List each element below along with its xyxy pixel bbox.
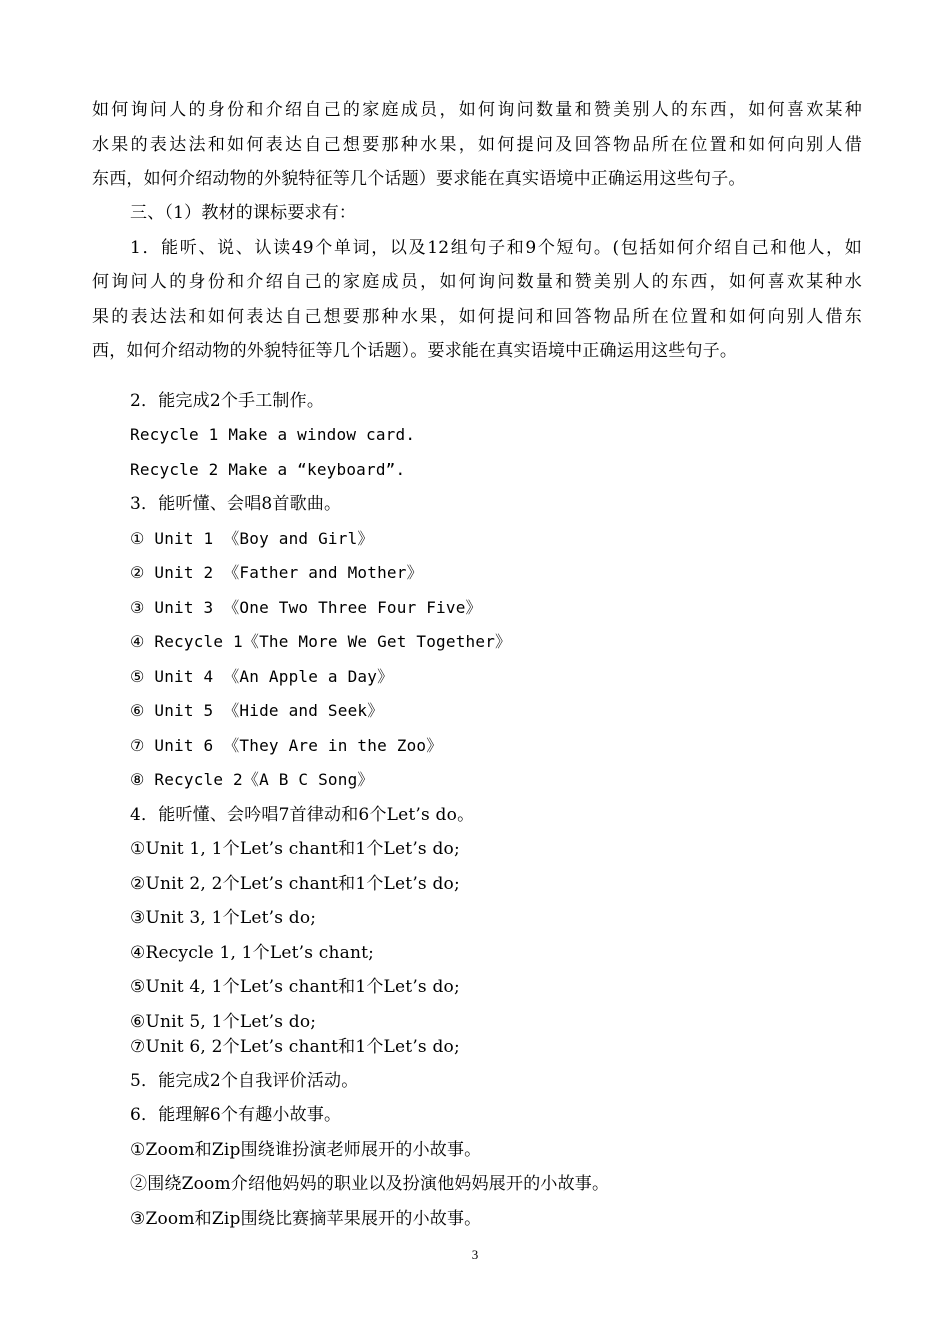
list-item: ⑤Unit 4, 1个Let’s chant和1个Let’s do; (130, 977, 460, 997)
list-item: ⑦ Unit 6 《They Are in the Zoo》 (130, 736, 443, 755)
paragraph-line: 东西，如何介绍动物的外貌特征等几个话题）要求能在真实语境中正确运用这些句子。 (92, 169, 746, 189)
list-item: ④Recycle 1, 1个Let’s chant; (130, 943, 375, 963)
list-item: ⑧ Recycle 2《A B C Song》 (130, 770, 374, 789)
list-item: ③ Unit 3 《One Two Three Four Five》 (130, 598, 482, 617)
list-item: ⑥Unit 5, 1个Let’s do; (130, 1012, 317, 1032)
list-item: ② Unit 2 《Father and Mother》 (130, 563, 423, 582)
list-heading: 2．能完成2个手工制作。 (130, 391, 325, 411)
paragraph-line: 水果的表达法和如何表达自己想要那种水果，如何提问及回答物品所在位置和如何向别人借 (92, 135, 862, 155)
list-item: ②Unit 2, 2个Let’s chant和1个Let’s do; (130, 874, 460, 894)
paragraph-line: 果的表达法和如何表达自己想要那种水果，如何提问和回答物品所在位置和如何向别人借东 (92, 307, 862, 327)
list-item: ③Unit 3, 1个Let’s do; (130, 908, 317, 928)
list-item: Recycle 1 Make a window card. (130, 425, 416, 444)
list-heading: 4．能听懂、会吟唱7首律动和6个Let’s do。 (130, 805, 475, 825)
list-item: ① Unit 1 《Boy and Girl》 (130, 529, 374, 548)
paragraph-line: 1．能听、说、认读49个单词，以及12组句子和9个短句。(包括如何介绍自己和他人，如 (130, 238, 862, 258)
list-item: ②围绕Zoom介绍他妈妈的职业以及扮演他妈妈展开的小故事。 (130, 1174, 610, 1194)
paragraph-line: 何询问人的身份和介绍自己的家庭成员，如何询问数量和赞美别人的东西，如何喜欢某种水 (92, 272, 862, 292)
list-heading: 6．能理解6个有趣小故事。 (130, 1105, 342, 1125)
list-item: ①Unit 1, 1个Let’s chant和1个Let’s do; (130, 839, 460, 859)
list-heading: 3．能听懂、会唱8首歌曲。 (130, 494, 342, 514)
paragraph-line: 西，如何介绍动物的外貌特征等几个话题）。要求能在真实语境中正确运用这些句子。 (92, 341, 738, 361)
list-item: ⑦Unit 6, 2个Let’s chant和1个Let’s do; (130, 1037, 460, 1057)
page-number: 3 (471, 1247, 479, 1262)
list-heading: 5．能完成2个自我评价活动。 (130, 1071, 359, 1091)
paragraph-line: 如何询问人的身份和介绍自己的家庭成员，如何询问数量和赞美别人的东西，如何喜欢某种 (92, 100, 862, 120)
list-item: ⑤ Unit 4 《An Apple a Day》 (130, 667, 394, 686)
list-item: ⑥ Unit 5 《Hide and Seek》 (130, 701, 384, 720)
list-item: ③Zoom和Zip围绕比赛摘苹果展开的小故事。 (130, 1209, 482, 1229)
list-item: ①Zoom和Zip围绕谁扮演老师展开的小故事。 (130, 1140, 482, 1160)
section-heading: 三、（1）教材的课标要求有： (130, 203, 357, 223)
list-item: Recycle 2 Make a “keyboard”. (130, 460, 406, 479)
list-item: ④ Recycle 1《The More We Get Together》 (130, 632, 512, 651)
